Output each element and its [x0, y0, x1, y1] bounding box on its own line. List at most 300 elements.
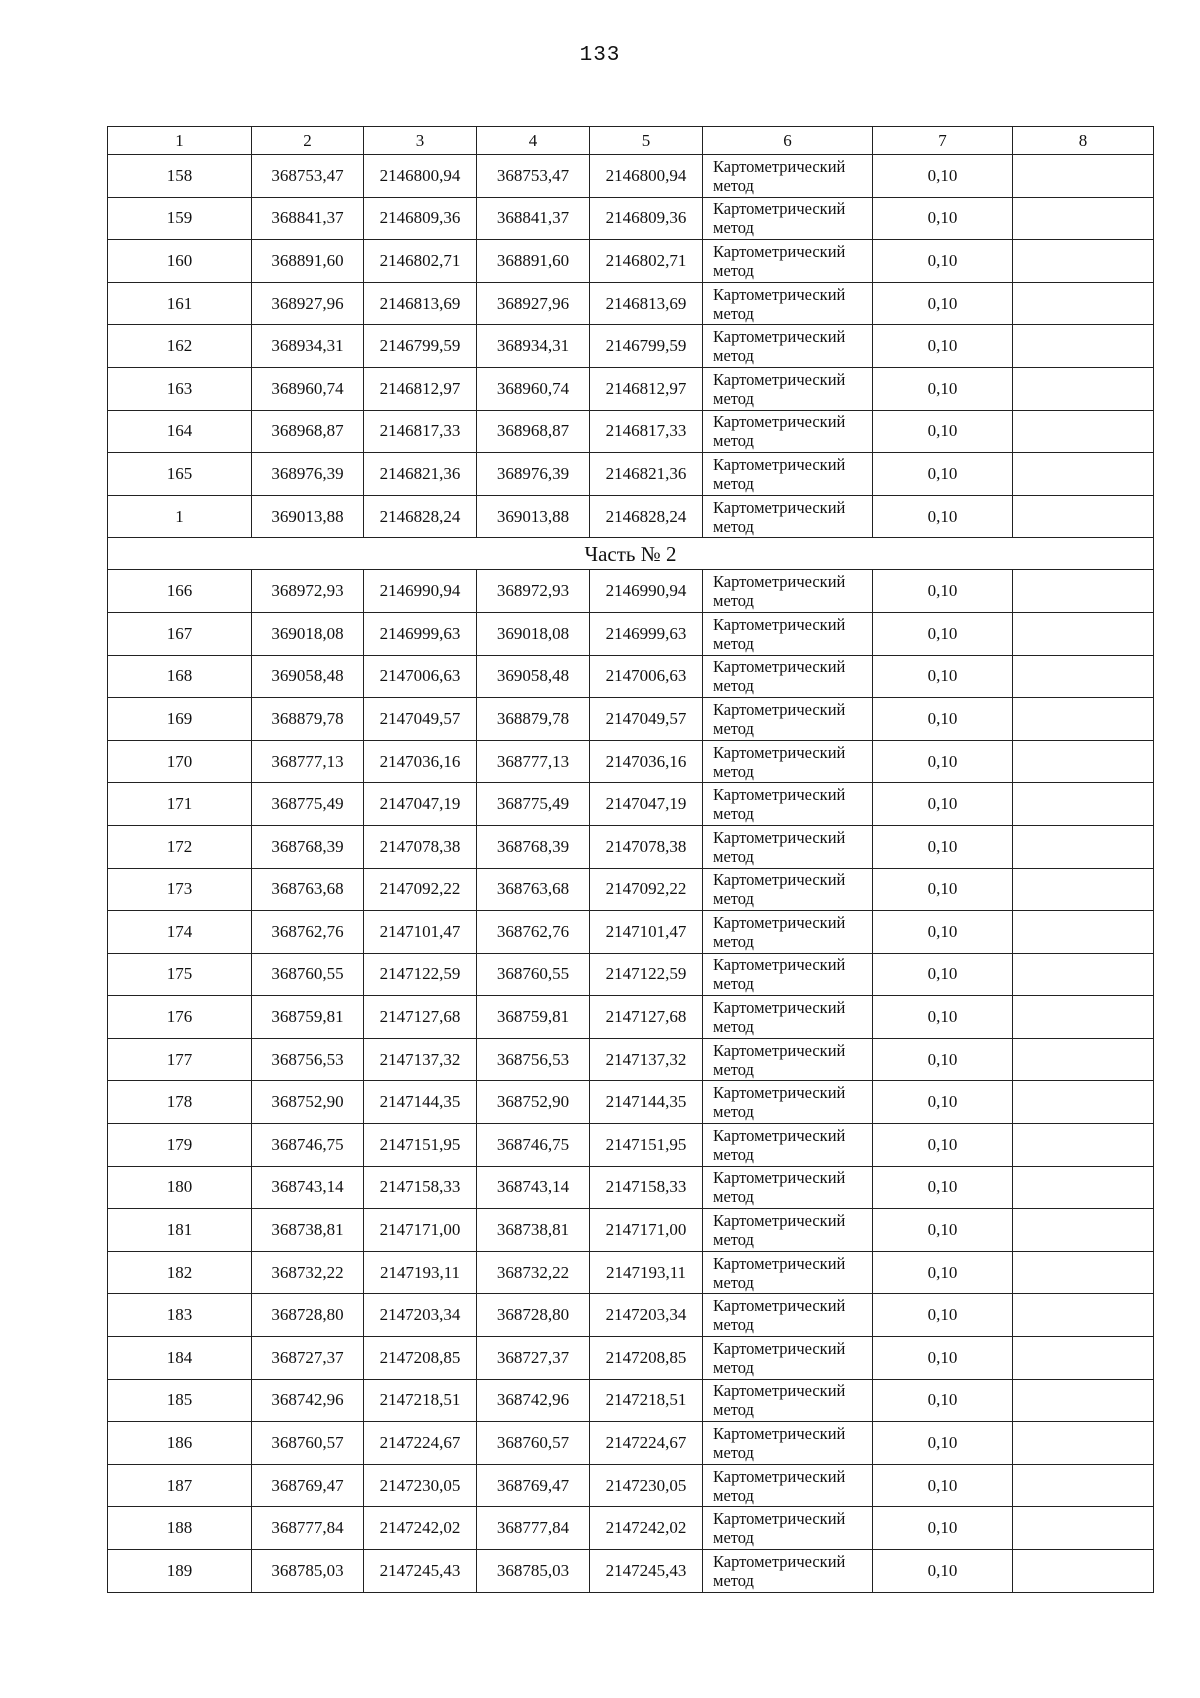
table-row: [108, 197, 1154, 240]
method-line: Картометрический: [713, 1338, 846, 1358]
point-number-cell: 173: [108, 868, 252, 911]
method-line: Картометрический: [713, 1296, 846, 1316]
method-cell: [703, 1337, 873, 1380]
method-cell: [703, 197, 873, 240]
coordinates-table: [107, 126, 1154, 1593]
point-number-cell: 160: [108, 240, 252, 283]
y-coordinate-cell: 2147036,16: [364, 740, 477, 783]
point-number-cell: 162: [108, 325, 252, 368]
note-cell: [1013, 655, 1154, 698]
method-cell: [703, 698, 873, 741]
accuracy-cell: 0,10: [873, 612, 1013, 655]
y-coordinate-cell: 2147218,51: [364, 1379, 477, 1422]
method-cell: [703, 1251, 873, 1294]
y-coordinate-cell: 2146999,63: [364, 612, 477, 655]
method-cell: [703, 325, 873, 368]
y-coordinate-cell: 2146821,36: [590, 453, 703, 496]
note-cell: [1013, 996, 1154, 1039]
table-row: [108, 1124, 1154, 1167]
accuracy-cell: 0,10: [873, 740, 1013, 783]
y-coordinate-cell: 2147171,00: [364, 1209, 477, 1252]
column-header: 5: [590, 127, 703, 155]
y-coordinate-cell: 2147006,63: [590, 655, 703, 698]
table-row: [108, 570, 1154, 613]
point-number-cell: 169: [108, 698, 252, 741]
y-coordinate-cell: 2147203,34: [590, 1294, 703, 1337]
note-cell: [1013, 197, 1154, 240]
accuracy-cell: 0,10: [873, 1379, 1013, 1422]
accuracy-cell: 0,10: [873, 911, 1013, 954]
x-coordinate-cell: 369058,48: [477, 655, 590, 698]
method-cell: [703, 1294, 873, 1337]
x-coordinate-cell: 368756,53: [477, 1038, 590, 1081]
y-coordinate-cell: 2147245,43: [590, 1550, 703, 1593]
y-coordinate-cell: 2147047,19: [364, 783, 477, 826]
table-row: [108, 1038, 1154, 1081]
x-coordinate-cell: 368968,87: [252, 410, 364, 453]
method-cell: [703, 996, 873, 1039]
method-cell: [703, 783, 873, 826]
point-number-cell: 166: [108, 570, 252, 613]
x-coordinate-cell: 368762,76: [252, 911, 364, 954]
y-coordinate-cell: 2147151,95: [590, 1124, 703, 1167]
y-coordinate-cell: 2146828,24: [364, 495, 477, 538]
y-coordinate-cell: 2147122,59: [364, 953, 477, 996]
note-cell: [1013, 698, 1154, 741]
page-number: 133: [579, 44, 621, 67]
note-cell: [1013, 825, 1154, 868]
x-coordinate-cell: 368738,81: [252, 1209, 364, 1252]
y-coordinate-cell: 2147127,68: [364, 996, 477, 1039]
point-number-cell: 175: [108, 953, 252, 996]
y-coordinate-cell: 2146813,69: [590, 282, 703, 325]
method-cell: [703, 1124, 873, 1167]
accuracy-cell: 0,10: [873, 953, 1013, 996]
method-line: метод: [713, 718, 754, 738]
x-coordinate-cell: 368753,47: [477, 155, 590, 198]
x-coordinate-cell: 368756,53: [252, 1038, 364, 1081]
note-cell: [1013, 1166, 1154, 1209]
method-line: Картометрический: [713, 870, 846, 890]
table-row: [108, 1550, 1154, 1593]
table-row: [108, 953, 1154, 996]
method-line: метод: [713, 761, 754, 781]
accuracy-cell: 0,10: [873, 1507, 1013, 1550]
method-cell: [703, 282, 873, 325]
x-coordinate-cell: 368777,84: [252, 1507, 364, 1550]
x-coordinate-cell: 368752,90: [477, 1081, 590, 1124]
method-line: Картометрический: [713, 614, 846, 634]
x-coordinate-cell: 368763,68: [477, 868, 590, 911]
y-coordinate-cell: 2147092,22: [590, 868, 703, 911]
y-coordinate-cell: 2147006,63: [364, 655, 477, 698]
note-cell: [1013, 1337, 1154, 1380]
note-cell: [1013, 953, 1154, 996]
point-number-cell: 161: [108, 282, 252, 325]
table-row: [108, 1507, 1154, 1550]
table-row: [108, 825, 1154, 868]
x-coordinate-cell: 368934,31: [252, 325, 364, 368]
method-line: метод: [713, 388, 754, 408]
accuracy-cell: 0,10: [873, 655, 1013, 698]
note-cell: [1013, 367, 1154, 410]
y-coordinate-cell: 2146821,36: [364, 453, 477, 496]
x-coordinate-cell: 368728,80: [252, 1294, 364, 1337]
point-number-cell: 172: [108, 825, 252, 868]
y-coordinate-cell: 2147208,85: [364, 1337, 477, 1380]
note-cell: [1013, 740, 1154, 783]
x-coordinate-cell: 368927,96: [477, 282, 590, 325]
x-coordinate-cell: 368753,47: [252, 155, 364, 198]
x-coordinate-cell: 368752,90: [252, 1081, 364, 1124]
point-number-cell: 179: [108, 1124, 252, 1167]
accuracy-cell: 0,10: [873, 1038, 1013, 1081]
y-coordinate-cell: 2147137,32: [590, 1038, 703, 1081]
method-line: Картометрический: [713, 955, 846, 975]
accuracy-cell: 0,10: [873, 197, 1013, 240]
y-coordinate-cell: 2147171,00: [590, 1209, 703, 1252]
table-row: [108, 495, 1154, 538]
y-coordinate-cell: 2147078,38: [590, 825, 703, 868]
method-line: метод: [713, 516, 754, 536]
note-cell: [1013, 570, 1154, 613]
method-line: метод: [713, 346, 754, 366]
method-line: Картометрический: [713, 742, 846, 762]
x-coordinate-cell: 368934,31: [477, 325, 590, 368]
part-heading: Часть № 2: [108, 538, 1154, 570]
point-number-cell: 186: [108, 1422, 252, 1465]
point-number-cell: 188: [108, 1507, 252, 1550]
y-coordinate-cell: 2147158,33: [364, 1166, 477, 1209]
method-cell: [703, 367, 873, 410]
x-coordinate-cell: 368742,96: [477, 1379, 590, 1422]
x-coordinate-cell: 368775,49: [477, 783, 590, 826]
y-coordinate-cell: 2147049,57: [364, 698, 477, 741]
note-cell: [1013, 868, 1154, 911]
method-line: Картометрический: [713, 369, 846, 389]
x-coordinate-cell: 368976,39: [477, 453, 590, 496]
method-line: метод: [713, 676, 754, 696]
x-coordinate-cell: 368785,03: [477, 1550, 590, 1593]
table-row: [108, 1422, 1154, 1465]
method-line: метод: [713, 633, 754, 653]
accuracy-cell: 0,10: [873, 1166, 1013, 1209]
method-cell: [703, 612, 873, 655]
accuracy-cell: 0,10: [873, 1251, 1013, 1294]
method-cell: [703, 1464, 873, 1507]
method-cell: [703, 953, 873, 996]
note-cell: [1013, 410, 1154, 453]
method-line: метод: [713, 1443, 754, 1463]
note-cell: [1013, 1251, 1154, 1294]
table-row: [108, 367, 1154, 410]
accuracy-cell: 0,10: [873, 1422, 1013, 1465]
table-row: [108, 1294, 1154, 1337]
accuracy-cell: 0,10: [873, 698, 1013, 741]
point-number-cell: 168: [108, 655, 252, 698]
method-line: Картометрический: [713, 1168, 846, 1188]
x-coordinate-cell: 368742,96: [252, 1379, 364, 1422]
method-line: метод: [713, 260, 754, 280]
x-coordinate-cell: 368768,39: [252, 825, 364, 868]
method-line: Картометрический: [713, 699, 846, 719]
table-row: [108, 240, 1154, 283]
method-line: метод: [713, 303, 754, 323]
method-cell: [703, 825, 873, 868]
table-row: [108, 996, 1154, 1039]
accuracy-cell: 0,10: [873, 282, 1013, 325]
column-number-row: [108, 127, 1154, 155]
accuracy-cell: 0,10: [873, 155, 1013, 198]
method-cell: [703, 740, 873, 783]
note-cell: [1013, 1550, 1154, 1593]
y-coordinate-cell: 2147049,57: [590, 698, 703, 741]
x-coordinate-cell: 368727,37: [477, 1337, 590, 1380]
x-coordinate-cell: 368760,55: [477, 953, 590, 996]
table-row: [108, 1209, 1154, 1252]
point-number-cell: 181: [108, 1209, 252, 1252]
note-cell: [1013, 1294, 1154, 1337]
column-header: 1: [108, 127, 252, 155]
note-cell: [1013, 1507, 1154, 1550]
table-row: [108, 698, 1154, 741]
x-coordinate-cell: 368768,39: [477, 825, 590, 868]
y-coordinate-cell: 2147101,47: [590, 911, 703, 954]
point-number-cell: 182: [108, 1251, 252, 1294]
y-coordinate-cell: 2147230,05: [364, 1464, 477, 1507]
table-row: [108, 1464, 1154, 1507]
x-coordinate-cell: 368968,87: [477, 410, 590, 453]
accuracy-cell: 0,10: [873, 240, 1013, 283]
point-number-cell: 184: [108, 1337, 252, 1380]
table-row: [108, 655, 1154, 698]
y-coordinate-cell: 2146817,33: [364, 410, 477, 453]
table-row: [108, 1337, 1154, 1380]
point-number-cell: 178: [108, 1081, 252, 1124]
method-cell: [703, 410, 873, 453]
table-row: [108, 911, 1154, 954]
method-line: Картометрический: [713, 199, 846, 219]
point-number-cell: 171: [108, 783, 252, 826]
x-coordinate-cell: 368760,55: [252, 953, 364, 996]
method-line: Картометрический: [713, 912, 846, 932]
y-coordinate-cell: 2147144,35: [590, 1081, 703, 1124]
y-coordinate-cell: 2147208,85: [590, 1337, 703, 1380]
method-line: Картометрический: [713, 327, 846, 347]
table-row: [108, 155, 1154, 198]
y-coordinate-cell: 2146990,94: [590, 570, 703, 613]
method-line: метод: [713, 974, 754, 994]
method-line: Картометрический: [713, 1509, 846, 1529]
note-cell: [1013, 1081, 1154, 1124]
note-cell: [1013, 1464, 1154, 1507]
x-coordinate-cell: 368760,57: [477, 1422, 590, 1465]
method-line: Картометрический: [713, 827, 846, 847]
y-coordinate-cell: 2147193,11: [364, 1251, 477, 1294]
y-coordinate-cell: 2147078,38: [364, 825, 477, 868]
method-line: метод: [713, 1570, 754, 1590]
x-coordinate-cell: 368972,93: [252, 570, 364, 613]
method-cell: [703, 1166, 873, 1209]
accuracy-cell: 0,10: [873, 1464, 1013, 1507]
method-cell: [703, 868, 873, 911]
accuracy-cell: 0,10: [873, 410, 1013, 453]
x-coordinate-cell: 368777,84: [477, 1507, 590, 1550]
table-row: [108, 453, 1154, 496]
point-number-cell: 187: [108, 1464, 252, 1507]
point-number-cell: 180: [108, 1166, 252, 1209]
y-coordinate-cell: 2146809,36: [590, 197, 703, 240]
method-line: метод: [713, 804, 754, 824]
point-number-cell: 163: [108, 367, 252, 410]
method-line: Картометрический: [713, 998, 846, 1018]
y-coordinate-cell: 2147127,68: [590, 996, 703, 1039]
point-number-cell: 167: [108, 612, 252, 655]
accuracy-cell: 0,10: [873, 367, 1013, 410]
y-coordinate-cell: 2147242,02: [364, 1507, 477, 1550]
part-heading-row: [108, 538, 1154, 570]
note-cell: [1013, 282, 1154, 325]
y-coordinate-cell: 2147218,51: [590, 1379, 703, 1422]
note-cell: [1013, 495, 1154, 538]
note-cell: [1013, 1124, 1154, 1167]
method-line: метод: [713, 1528, 754, 1548]
note-cell: [1013, 911, 1154, 954]
x-coordinate-cell: 368960,74: [252, 367, 364, 410]
method-line: Картометрический: [713, 1551, 846, 1571]
method-line: Картометрический: [713, 497, 846, 517]
table-body: [108, 127, 1154, 1593]
column-header: 3: [364, 127, 477, 155]
method-cell: [703, 1209, 873, 1252]
x-coordinate-cell: 368972,93: [477, 570, 590, 613]
x-coordinate-cell: 369018,08: [252, 612, 364, 655]
x-coordinate-cell: 368762,76: [477, 911, 590, 954]
y-coordinate-cell: 2146799,59: [590, 325, 703, 368]
method-line: метод: [713, 431, 754, 451]
y-coordinate-cell: 2146802,71: [590, 240, 703, 283]
method-line: Картометрический: [713, 657, 846, 677]
y-coordinate-cell: 2147101,47: [364, 911, 477, 954]
method-cell: [703, 655, 873, 698]
method-cell: [703, 453, 873, 496]
method-line: метод: [713, 1102, 754, 1122]
method-line: Картометрический: [713, 1125, 846, 1145]
method-line: метод: [713, 473, 754, 493]
method-line: Картометрический: [713, 454, 846, 474]
y-coordinate-cell: 2147242,02: [590, 1507, 703, 1550]
x-coordinate-cell: 368769,47: [252, 1464, 364, 1507]
point-number-cell: 164: [108, 410, 252, 453]
x-coordinate-cell: 369058,48: [252, 655, 364, 698]
table-row: [108, 1081, 1154, 1124]
note-cell: [1013, 1379, 1154, 1422]
x-coordinate-cell: 368777,13: [252, 740, 364, 783]
accuracy-cell: 0,10: [873, 996, 1013, 1039]
table-row: [108, 410, 1154, 453]
table-row: [108, 325, 1154, 368]
method-cell: [703, 1379, 873, 1422]
x-coordinate-cell: 368976,39: [252, 453, 364, 496]
y-coordinate-cell: 2147245,43: [364, 1550, 477, 1593]
note-cell: [1013, 1422, 1154, 1465]
x-coordinate-cell: 368746,75: [477, 1124, 590, 1167]
y-coordinate-cell: 2147144,35: [364, 1081, 477, 1124]
x-coordinate-cell: 368785,03: [252, 1550, 364, 1593]
y-coordinate-cell: 2147203,34: [364, 1294, 477, 1337]
y-coordinate-cell: 2147092,22: [364, 868, 477, 911]
accuracy-cell: 0,10: [873, 570, 1013, 613]
y-coordinate-cell: 2147224,67: [590, 1422, 703, 1465]
x-coordinate-cell: 368743,14: [477, 1166, 590, 1209]
point-number-cell: 183: [108, 1294, 252, 1337]
method-line: метод: [713, 1400, 754, 1420]
x-coordinate-cell: 368777,13: [477, 740, 590, 783]
method-cell: [703, 1422, 873, 1465]
y-coordinate-cell: 2147122,59: [590, 953, 703, 996]
table-row: [108, 868, 1154, 911]
y-coordinate-cell: 2146799,59: [364, 325, 477, 368]
y-coordinate-cell: 2147224,67: [364, 1422, 477, 1465]
accuracy-cell: 0,10: [873, 1294, 1013, 1337]
y-coordinate-cell: 2147158,33: [590, 1166, 703, 1209]
method-line: метод: [713, 1485, 754, 1505]
method-line: Картометрический: [713, 572, 846, 592]
method-line: метод: [713, 889, 754, 909]
x-coordinate-cell: 368960,74: [477, 367, 590, 410]
x-coordinate-cell: 368727,37: [252, 1337, 364, 1380]
method-line: Картометрический: [713, 1381, 846, 1401]
x-coordinate-cell: 369013,88: [477, 495, 590, 538]
method-line: Картометрический: [713, 156, 846, 176]
column-header: 2: [252, 127, 364, 155]
x-coordinate-cell: 369013,88: [252, 495, 364, 538]
note-cell: [1013, 325, 1154, 368]
method-cell: [703, 1081, 873, 1124]
method-line: метод: [713, 218, 754, 238]
note-cell: [1013, 155, 1154, 198]
y-coordinate-cell: 2146817,33: [590, 410, 703, 453]
method-cell: [703, 570, 873, 613]
point-number-cell: 189: [108, 1550, 252, 1593]
method-line: Картометрический: [713, 1083, 846, 1103]
table-row: [108, 1166, 1154, 1209]
table-row: [108, 1251, 1154, 1294]
x-coordinate-cell: 368732,22: [477, 1251, 590, 1294]
y-coordinate-cell: 2147137,32: [364, 1038, 477, 1081]
y-coordinate-cell: 2147047,19: [590, 783, 703, 826]
accuracy-cell: 0,10: [873, 1124, 1013, 1167]
x-coordinate-cell: 368728,80: [477, 1294, 590, 1337]
accuracy-cell: 0,10: [873, 325, 1013, 368]
method-line: метод: [713, 1017, 754, 1037]
table-row: [108, 740, 1154, 783]
column-header: 8: [1013, 127, 1154, 155]
method-cell: [703, 911, 873, 954]
x-coordinate-cell: 368775,49: [252, 783, 364, 826]
method-cell: [703, 240, 873, 283]
method-line: метод: [713, 591, 754, 611]
table-row: [108, 783, 1154, 826]
accuracy-cell: 0,10: [873, 1081, 1013, 1124]
method-line: метод: [713, 846, 754, 866]
method-cell: [703, 495, 873, 538]
point-number-cell: 165: [108, 453, 252, 496]
method-line: Картометрический: [713, 1211, 846, 1231]
x-coordinate-cell: 368760,57: [252, 1422, 364, 1465]
y-coordinate-cell: 2146990,94: [364, 570, 477, 613]
y-coordinate-cell: 2146809,36: [364, 197, 477, 240]
